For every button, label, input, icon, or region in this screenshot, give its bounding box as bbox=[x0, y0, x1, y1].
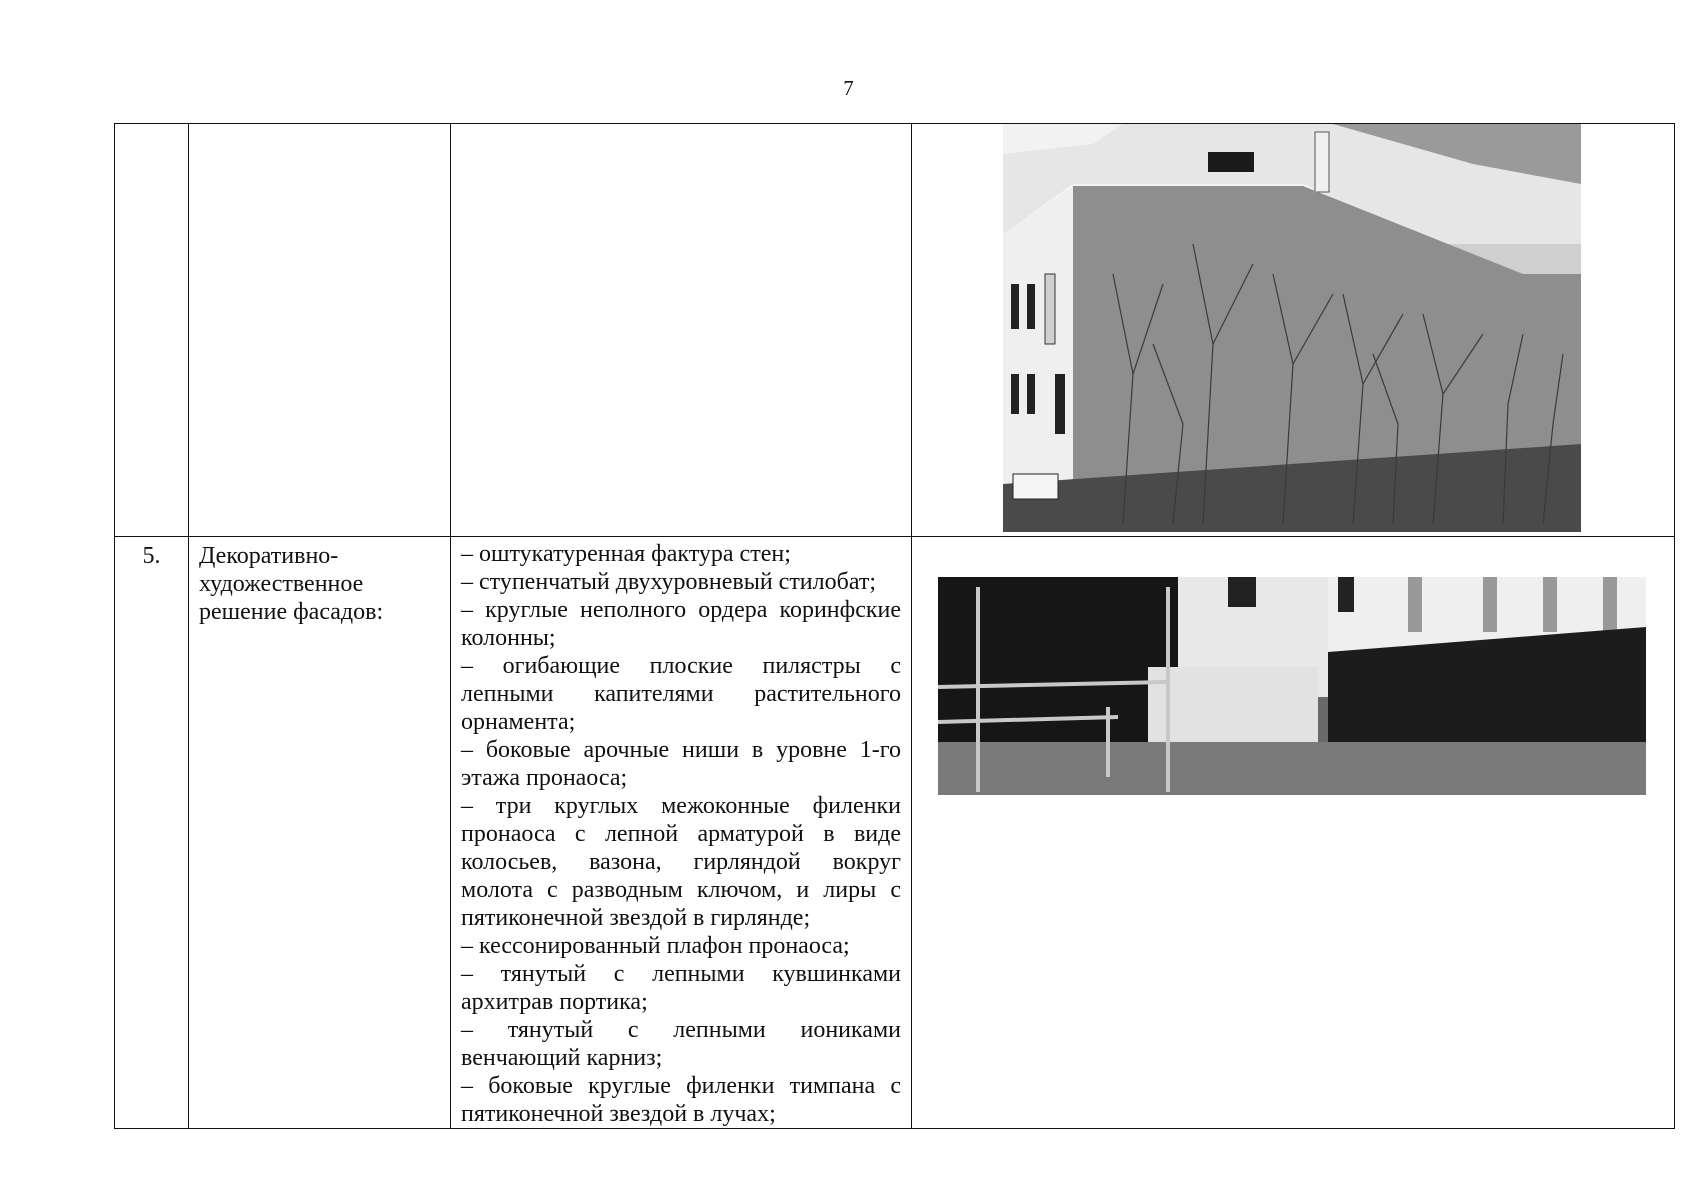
list-item: – круглые неполного ордера коринфские колонны; bbox=[461, 597, 901, 651]
list-item: – боковые круглые филенки тимпана с пятиконечной звездой в лучах; bbox=[461, 1073, 901, 1127]
row-photo-cell bbox=[912, 537, 1675, 1129]
row-description-cell bbox=[451, 537, 912, 1129]
heritage-description-table bbox=[114, 123, 1675, 1129]
table-row bbox=[115, 537, 1675, 1129]
list-item: – оштукатуренная фактура стен; bbox=[461, 541, 791, 567]
list-item: – кессонированный плафон пронаоса; bbox=[461, 933, 850, 959]
table-row bbox=[115, 124, 1675, 537]
row-photo-cell bbox=[912, 124, 1675, 537]
page-number: 7 bbox=[843, 76, 854, 100]
list-item: – три круглых межоконные филенки пронаоса с лепной арматурой в виде колосьев, вазона, гирляндой вокруг молота с разводным ключом, и лиры с пятиконечной звездой в гирлянде; bbox=[461, 793, 901, 931]
list-item: – тянутый с лепными кувшинками архитрав портика; bbox=[461, 961, 901, 1015]
stylobate-steps-photo bbox=[938, 577, 1646, 795]
row-number-cell bbox=[115, 124, 189, 537]
building-side-facade-photo bbox=[1003, 124, 1581, 532]
list-item: – тянутый с лепными иониками венчающий карниз; bbox=[461, 1017, 901, 1071]
row-name-cell: Декоративно-художественное решение фасадов: bbox=[189, 537, 451, 1129]
row-number-cell: 5. bbox=[115, 537, 189, 1129]
list-item: – боковые арочные ниши в уровне 1-го этажа пронаоса; bbox=[461, 737, 901, 791]
feature-list bbox=[451, 537, 911, 1128]
list-item: – ступенчатый двухуровневый стилобат; bbox=[461, 569, 877, 595]
list-item: – огибающие плоские пилястры с лепными капителями растительного орнамента; bbox=[461, 653, 901, 735]
row-name-cell bbox=[189, 124, 451, 537]
row-description-cell bbox=[451, 124, 912, 537]
